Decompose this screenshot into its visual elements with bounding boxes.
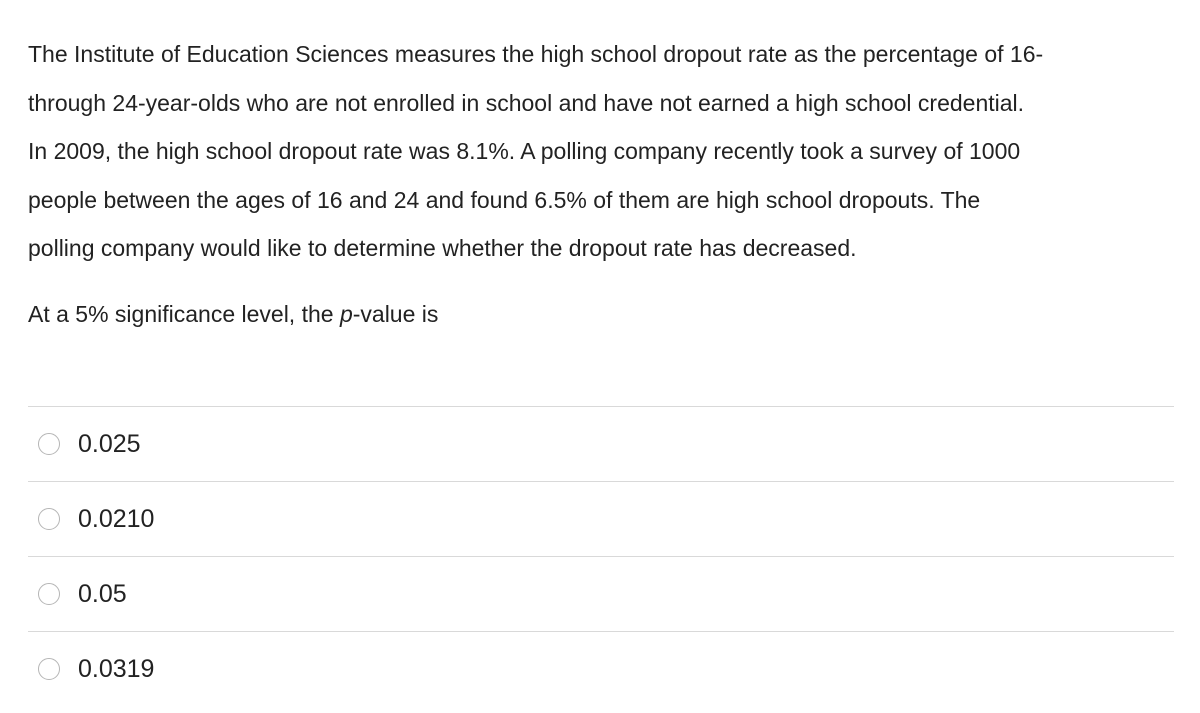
question-text [28, 30, 1178, 273]
prompt-italic-p: p [339, 301, 353, 327]
answer-option-label[interactable]: 0.05 [78, 580, 127, 608]
question-line: The Institute of Education Sciences measures the high school dropout rate as the percentage of 16- [28, 41, 1044, 67]
answer-option-label[interactable]: 0.0210 [78, 505, 155, 533]
radio-icon[interactable] [38, 583, 60, 605]
radio-icon[interactable] [38, 508, 60, 530]
question-line: In 2009, the high school dropout rate was 8.1%. A polling company recently took a survey of 1000 [28, 138, 1021, 164]
answer-options [28, 406, 1174, 706]
prompt-suffix: -value is [352, 301, 439, 327]
answer-option[interactable] [28, 557, 1174, 632]
question-line: people between the ages of 16 and 24 and found 6.5% of them are high school dropouts. The [28, 186, 981, 213]
answer-option-label[interactable]: 0.025 [78, 430, 141, 458]
radio-icon[interactable] [38, 433, 60, 455]
question-line: polling company would like to determine whether the dropout rate has decreased. [28, 235, 857, 261]
prompt-prefix: At a 5% significance level, the [28, 301, 340, 327]
answer-option[interactable] [28, 632, 1174, 706]
question-line: through 24-year-olds who are not enrolled in school and have not earned a high school credential. [28, 89, 1025, 116]
answer-option-label[interactable]: 0.0319 [78, 655, 155, 683]
question-prompt [28, 294, 438, 334]
answer-option[interactable] [28, 482, 1174, 557]
answer-option[interactable] [28, 407, 1174, 482]
radio-icon[interactable] [38, 658, 60, 680]
